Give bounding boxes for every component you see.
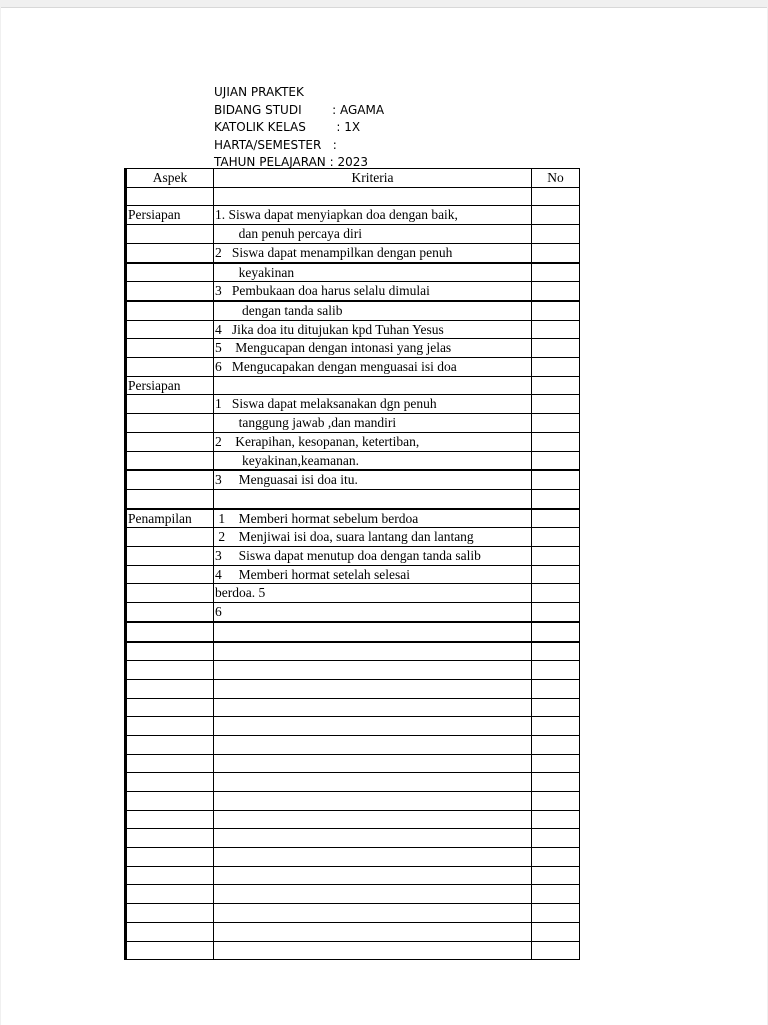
- no-cell: [532, 904, 580, 923]
- no-cell: [532, 754, 580, 773]
- table-row: [126, 717, 580, 736]
- aspek-cell: [126, 642, 214, 661]
- no-cell: [532, 187, 580, 206]
- aspek-cell: [126, 848, 214, 867]
- aspek-cell: [126, 225, 214, 244]
- aspek-cell: [126, 698, 214, 717]
- kriteria-cell: keyakinan,keamanan.: [214, 451, 532, 470]
- aspek-cell: [126, 810, 214, 829]
- kriteria-cell: [214, 904, 532, 923]
- aspek-cell: [126, 679, 214, 698]
- kriteria-cell: [214, 698, 532, 717]
- table-row: [126, 565, 580, 584]
- table-row: [126, 642, 580, 661]
- no-cell: [532, 358, 580, 377]
- year-line: TAHUN PELAJARAN : 2023: [214, 155, 368, 169]
- table-row: [126, 432, 580, 451]
- kriteria-cell: [214, 187, 532, 206]
- aspek-cell: [126, 735, 214, 754]
- no-cell: [532, 565, 580, 584]
- kriteria-cell: 6: [214, 603, 532, 622]
- kriteria-cell: [214, 885, 532, 904]
- kriteria-cell: 2 Kerapihan, kesopanan, ketertiban,: [214, 432, 532, 451]
- no-cell: [532, 792, 580, 811]
- aspek-cell: [126, 941, 214, 960]
- kriteria-cell: [214, 792, 532, 811]
- kriteria-cell: [214, 622, 532, 642]
- table-row: [126, 810, 580, 829]
- no-cell: [532, 848, 580, 867]
- no-cell: [532, 603, 580, 622]
- kriteria-cell: [214, 717, 532, 736]
- aspek-cell: [126, 584, 214, 603]
- exam-title: UJIAN PRAKTEK: [214, 85, 304, 99]
- kriteria-cell: [214, 922, 532, 941]
- aspek-cell: [126, 414, 214, 433]
- kriteria-cell: 2 Siswa dapat menampilkan dengan penuh: [214, 243, 532, 262]
- kriteria-cell: [214, 679, 532, 698]
- no-cell: [532, 829, 580, 848]
- kriteria-cell: 3 Siswa dapat menutup doa dengan tanda salib: [214, 547, 532, 566]
- table-row: [126, 547, 580, 566]
- kriteria-cell: tanggung jawab ,dan mandiri: [214, 414, 532, 433]
- kriteria-cell: 6 Mengucapakan dengan menguasai isi doa: [214, 358, 532, 377]
- no-cell: [532, 773, 580, 792]
- table-row: [126, 470, 580, 489]
- no-cell: [532, 339, 580, 358]
- aspek-cell: [126, 603, 214, 622]
- no-cell: [532, 622, 580, 642]
- aspek-cell: [126, 904, 214, 923]
- aspek-cell: [126, 922, 214, 941]
- subject-line: BIDANG STUDI : AGAMA: [214, 102, 385, 117]
- table-row: [126, 829, 580, 848]
- aspek-cell: [126, 395, 214, 414]
- table-row: [126, 866, 580, 885]
- kriteria-cell: [214, 941, 532, 960]
- table-row: [126, 941, 580, 960]
- aspek-cell: [126, 885, 214, 904]
- kriteria-cell: 4 Memberi hormat setelah selesai: [214, 565, 532, 584]
- table-row: [126, 922, 580, 941]
- header-kriteria: Kriteria: [214, 169, 532, 188]
- no-cell: [532, 509, 580, 528]
- table-row: [126, 225, 580, 244]
- class-line: KATOLIK KELAS : 1X: [214, 120, 361, 134]
- no-cell: [532, 282, 580, 301]
- table-row: [126, 414, 580, 433]
- no-cell: [532, 735, 580, 754]
- table-row: [126, 679, 580, 698]
- table-row: [126, 754, 580, 773]
- kriteria-cell: [214, 866, 532, 885]
- aspek-cell: [126, 489, 214, 508]
- table-row: [126, 206, 580, 225]
- kriteria-cell: keyakinan: [214, 263, 532, 282]
- aspek-cell: [126, 547, 214, 566]
- kriteria-cell: [214, 489, 532, 508]
- table-row: [126, 885, 580, 904]
- aspek-cell: [126, 717, 214, 736]
- table-row: [126, 301, 580, 320]
- kriteria-cell: [214, 661, 532, 680]
- table-row: [126, 509, 580, 528]
- no-cell: [532, 243, 580, 262]
- header-aspek: Aspek: [126, 169, 214, 188]
- aspek-cell: [126, 754, 214, 773]
- kriteria-cell: 1. Siswa dapat menyiapkan doa dengan baik,: [214, 206, 532, 225]
- kriteria-cell: 1 Siswa dapat melaksanakan dgn penuh: [214, 395, 532, 414]
- aspek-cell: [126, 792, 214, 811]
- aspek-cell: [126, 565, 214, 584]
- table-row: [126, 792, 580, 811]
- no-cell: [532, 320, 580, 339]
- kriteria-cell: berdoa. 5: [214, 584, 532, 603]
- table-row: [126, 451, 580, 470]
- no-cell: [532, 941, 580, 960]
- no-cell: [532, 810, 580, 829]
- kriteria-cell: [214, 810, 532, 829]
- aspek-cell: [126, 358, 214, 377]
- no-cell: [532, 866, 580, 885]
- kriteria-cell: [214, 754, 532, 773]
- no-cell: [532, 642, 580, 661]
- table-row: [126, 848, 580, 867]
- kriteria-cell: 5 Mengucapan dengan intonasi yang jelas: [214, 339, 532, 358]
- table-row: [126, 339, 580, 358]
- table-row: [126, 376, 580, 395]
- kriteria-cell: [214, 773, 532, 792]
- table-row: [126, 528, 580, 547]
- no-cell: [532, 717, 580, 736]
- aspek-cell: [126, 622, 214, 642]
- aspek-cell: [126, 339, 214, 358]
- kriteria-cell: dan penuh percaya diri: [214, 225, 532, 244]
- aspek-cell: [126, 263, 214, 282]
- no-cell: [532, 225, 580, 244]
- kriteria-cell: [214, 829, 532, 848]
- semester-line: HARTA/SEMESTER :: [214, 137, 337, 152]
- no-cell: [532, 263, 580, 282]
- kriteria-cell: [214, 735, 532, 754]
- kriteria-cell: 4 Jika doa itu ditujukan kpd Tuhan Yesus: [214, 320, 532, 339]
- no-cell: [532, 584, 580, 603]
- aspek-cell: [126, 432, 214, 451]
- kriteria-cell: 2 Menjiwai isi doa, suara lantang dan lantang: [214, 528, 532, 547]
- no-cell: [532, 885, 580, 904]
- no-cell: [532, 661, 580, 680]
- table-row: [126, 395, 580, 414]
- table-row: [126, 584, 580, 603]
- aspek-cell: [126, 866, 214, 885]
- aspek-cell: [126, 320, 214, 339]
- table-row: [126, 187, 580, 206]
- aspek-cell: [126, 301, 214, 320]
- kriteria-cell: 1 Memberi hormat sebelum berdoa: [214, 509, 532, 528]
- criteria-table: [124, 168, 580, 960]
- aspek-cell: [126, 282, 214, 301]
- aspek-cell: Persiapan: [126, 206, 214, 225]
- no-cell: [532, 470, 580, 489]
- table-row: [126, 904, 580, 923]
- table-row: [126, 243, 580, 262]
- table-row: [126, 489, 580, 508]
- aspek-cell: [126, 829, 214, 848]
- table-row: [126, 320, 580, 339]
- no-cell: [532, 547, 580, 566]
- no-cell: [532, 451, 580, 470]
- aspek-cell: [126, 243, 214, 262]
- aspek-cell: [126, 451, 214, 470]
- table-row: [126, 603, 580, 622]
- aspek-cell: Persiapan: [126, 376, 214, 395]
- no-cell: [532, 301, 580, 320]
- kriteria-cell: [214, 848, 532, 867]
- table-row: [126, 358, 580, 377]
- kriteria-cell: 3 Menguasai isi doa itu.: [214, 470, 532, 489]
- no-cell: [532, 376, 580, 395]
- table-row: [126, 263, 580, 282]
- table-row: [126, 735, 580, 754]
- no-cell: [532, 528, 580, 547]
- aspek-cell: [126, 470, 214, 489]
- exam-header: [214, 84, 384, 172]
- table-row: [126, 622, 580, 642]
- no-cell: [532, 206, 580, 225]
- table-row: [126, 698, 580, 717]
- no-cell: [532, 922, 580, 941]
- aspek-cell: [126, 528, 214, 547]
- kriteria-cell: 3 Pembukaan doa harus selalu dimulai: [214, 282, 532, 301]
- table-header-row: [126, 169, 580, 188]
- no-cell: [532, 414, 580, 433]
- no-cell: [532, 432, 580, 451]
- no-cell: [532, 679, 580, 698]
- aspek-cell: [126, 773, 214, 792]
- no-cell: [532, 698, 580, 717]
- table-row: [126, 661, 580, 680]
- header-no: No: [532, 169, 580, 188]
- aspek-cell: Penampilan: [126, 509, 214, 528]
- no-cell: [532, 489, 580, 508]
- no-cell: [532, 395, 580, 414]
- kriteria-cell: [214, 376, 532, 395]
- table-row: [126, 773, 580, 792]
- aspek-cell: [126, 187, 214, 206]
- kriteria-cell: [214, 642, 532, 661]
- aspek-cell: [126, 661, 214, 680]
- table-row: [126, 282, 580, 301]
- kriteria-cell: dengan tanda salib: [214, 301, 532, 320]
